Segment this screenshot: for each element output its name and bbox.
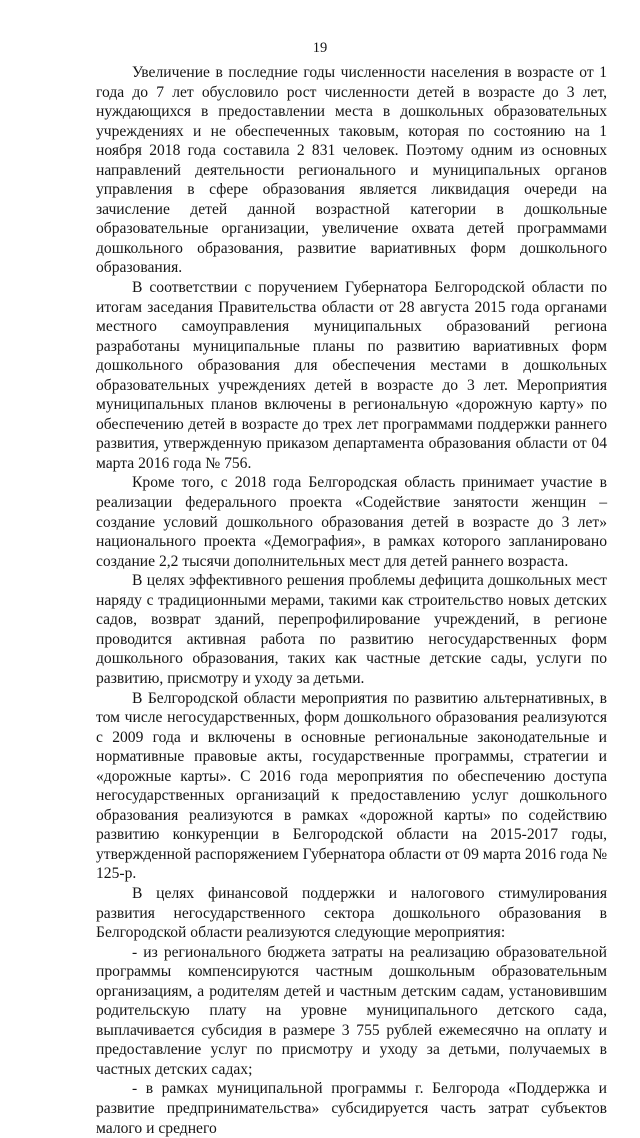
list-item-regional-budget: - из регионального бюджета затраты на реализацию образовательной программы компенсируются частным дошкольным образовательным организациям, а родителям детей и частным детским садам, установившим родительскую плату на уровне муниципального детского сада, выплачивается субсидия в размере 3 755 рублей ежемесячно на оплату и предоставление услуг по присмотру и уходу за детьми, получаемых в частных детских садах; bbox=[96, 943, 607, 1078]
paragraph-governor-instruction: В соответствии с поручением Губернатора Белгородской области по итогам заседания Правительства области от 28 августа 2015 года органами местного самоуправления муниципальных образований региона разработаны муниципальные планы по развитию вариативных форм дошкольного образования для обеспечения местами в дошкольных образовательных учреждениях детей в возрасте до 3 лет. Мероприятия муниципальных планов включены в региональную «дорожную карту» по обеспечению детей в возрасте до трех лет программами поддержки раннего развития, утвержденную приказом департамента образования области от 04 марта 2016 года № 756. bbox=[96, 279, 607, 472]
document-body bbox=[96, 63, 607, 1138]
paragraph-population-growth: Увеличение в последние годы численности населения в возрасте от 1 года до 7 лет обусловило рост численности детей в возрасте до 3 лет, нуждающихся в предоставлении места в дошкольных образовательных учреждениях и не обеспеченных таковым, которая по состоянию на 1 ноября 2018 года составила 2 831 человек. Поэтому одним из основных направлений деятельности регионального и муниципальных органов управления в сфере образования является ликвидация очереди на зачисление детей данной возрастной категории в дошкольные образовательные организации, увеличение охвата детей программами дошкольного образования, развитие вариативных форм дошкольного образования. bbox=[96, 64, 607, 277]
paragraph-alternative-forms: В Белгородской области мероприятия по развитию альтернативных, в том числе негосударственных, форм дошкольного образования реализуются с 2009 года и включены в основные региональные законодательные и нормативные правовые акты, государственные программы, стратегии и «дорожные карты». С 2016 года мероприятия по обеспечению доступа негосударственных организаций к предоставлению услуг дошкольного образования реализуются в рамках «дорожной карты» по содействию развитию конкуренции в Белгородской области на 2015-2017 годы, утвержденной распоряжением Губернатора области от 09 марта 2016 года № 125-р. bbox=[96, 689, 607, 883]
list-item-municipal-program: - в рамках муниципальной программы г. Белгорода «Поддержка и развитие предпринимательства» субсидируется часть затрат субъектов малого и среднего bbox=[96, 1080, 607, 1137]
paragraph-federal-project: Кроме того, с 2018 года Белгородская область принимает участие в реализации федерального проекта «Содействие занятости женщин – создание условий дошкольного образования детей в возрасте до 3 лет» национального проекта «Демография», в рамках которого запланировано создание 2,2 тысячи дополнительных мест для детей раннего возраста. bbox=[96, 474, 607, 570]
page-number: 19 bbox=[312, 40, 328, 56]
paragraph-financial-support: В целях финансовой поддержки и налогового стимулирования развития негосударственного сектора дошкольного образования в Белгородской области реализуются следующие мероприятия: bbox=[96, 884, 607, 942]
paragraph-deficit-solution: В целях эффективного решения проблемы дефицита дошкольных мест наряду с традиционными мерами, такими как строительство новых детских садов, возврат зданий, перепрофилирование учреждений, в регионе проводится активная работа по развитию негосударственных форм дошкольного образования, таких как частные детские сады, услуги по развитию, присмотру и уходу за детьми. bbox=[96, 572, 607, 687]
